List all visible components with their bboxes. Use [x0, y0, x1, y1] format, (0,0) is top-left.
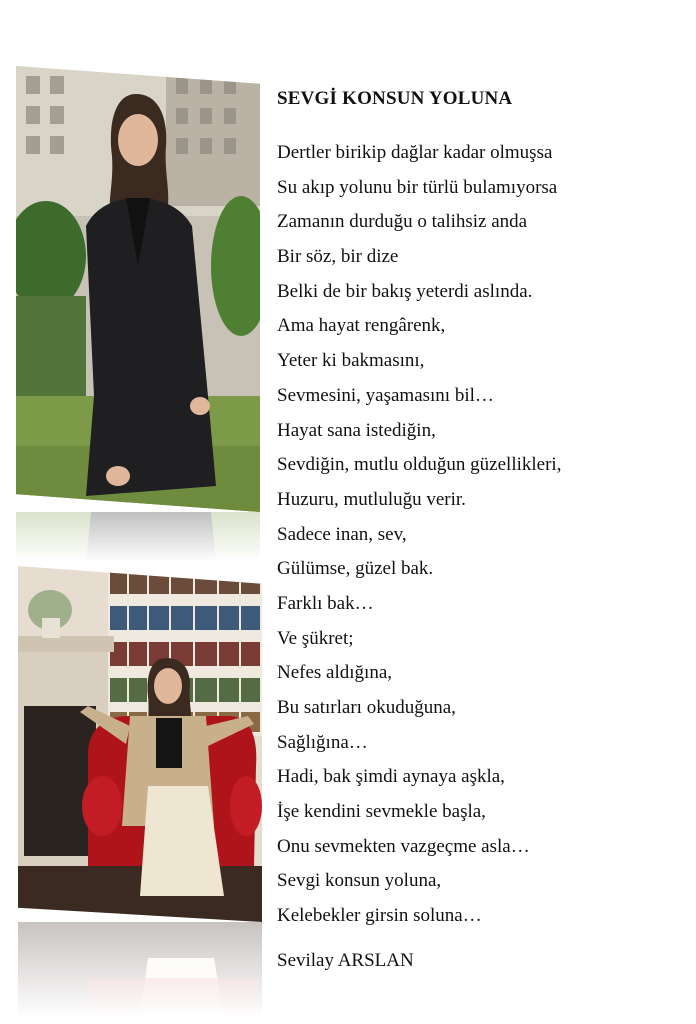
poem-line: Onu sevmekten vazgeçme asla… [277, 835, 530, 857]
poem-line: Ama hayat rengârenk, [277, 315, 446, 337]
poem-author: Sevilay ARSLAN [277, 949, 414, 971]
poem-line: Yeter ki bakmasını, [277, 350, 425, 372]
poem-line: Belki de bir bakış yeterdi aslında. [277, 280, 533, 302]
poem [277, 88, 687, 972]
poem-line: Su akıp yolunu bir türlü bulamıyorsa [277, 176, 558, 198]
poem-line: Sevmesini, yaşamasını bil… [277, 384, 494, 406]
poem-line: Bir söz, bir dize [277, 246, 399, 268]
poem-line: Sağlığına… [277, 731, 368, 753]
portrait-library-illustration [18, 566, 262, 922]
poem-line: Sevdiğin, mutlu olduğun güzellikleri, [277, 454, 562, 476]
poem-line: Farklı bak… [277, 592, 374, 614]
portrait-photo-library [18, 566, 262, 922]
poem-line: Gülümse, güzel bak. [277, 558, 434, 580]
poem-line: Hayat sana istediğin, [277, 419, 436, 441]
poem-line: Sadece inan, sev, [277, 523, 407, 545]
poem-lines [277, 136, 687, 934]
poem-line: Kelebekler girsin soluna… [277, 905, 482, 927]
portrait-library-reflection [18, 922, 262, 1018]
poem-line: Hadi, bak şimdi aynaya aşkla, [277, 766, 505, 788]
poem-title: SEVGİ KONSUN YOLUNA [277, 88, 513, 109]
poem-line: İşe kendini sevmekle başla, [277, 801, 486, 823]
poem-line: Ve şükret; [277, 627, 354, 649]
poem-line: Nefes aldığına, [277, 662, 393, 684]
poem-line: Dertler birikip dağlar kadar olmuşsa [277, 142, 553, 163]
portrait-photo-garden [16, 66, 260, 512]
portrait-garden-illustration [16, 66, 260, 512]
poem-line: Zamanın durduğu o talihsiz anda [277, 211, 528, 233]
poem-line: Sevgi konsun yoluna, [277, 870, 442, 892]
poem-line: Huzuru, mutluluğu verir. [277, 488, 466, 510]
portrait-garden-reflection [16, 512, 260, 562]
poem-line: Bu satırları okuduğuna, [277, 697, 456, 718]
